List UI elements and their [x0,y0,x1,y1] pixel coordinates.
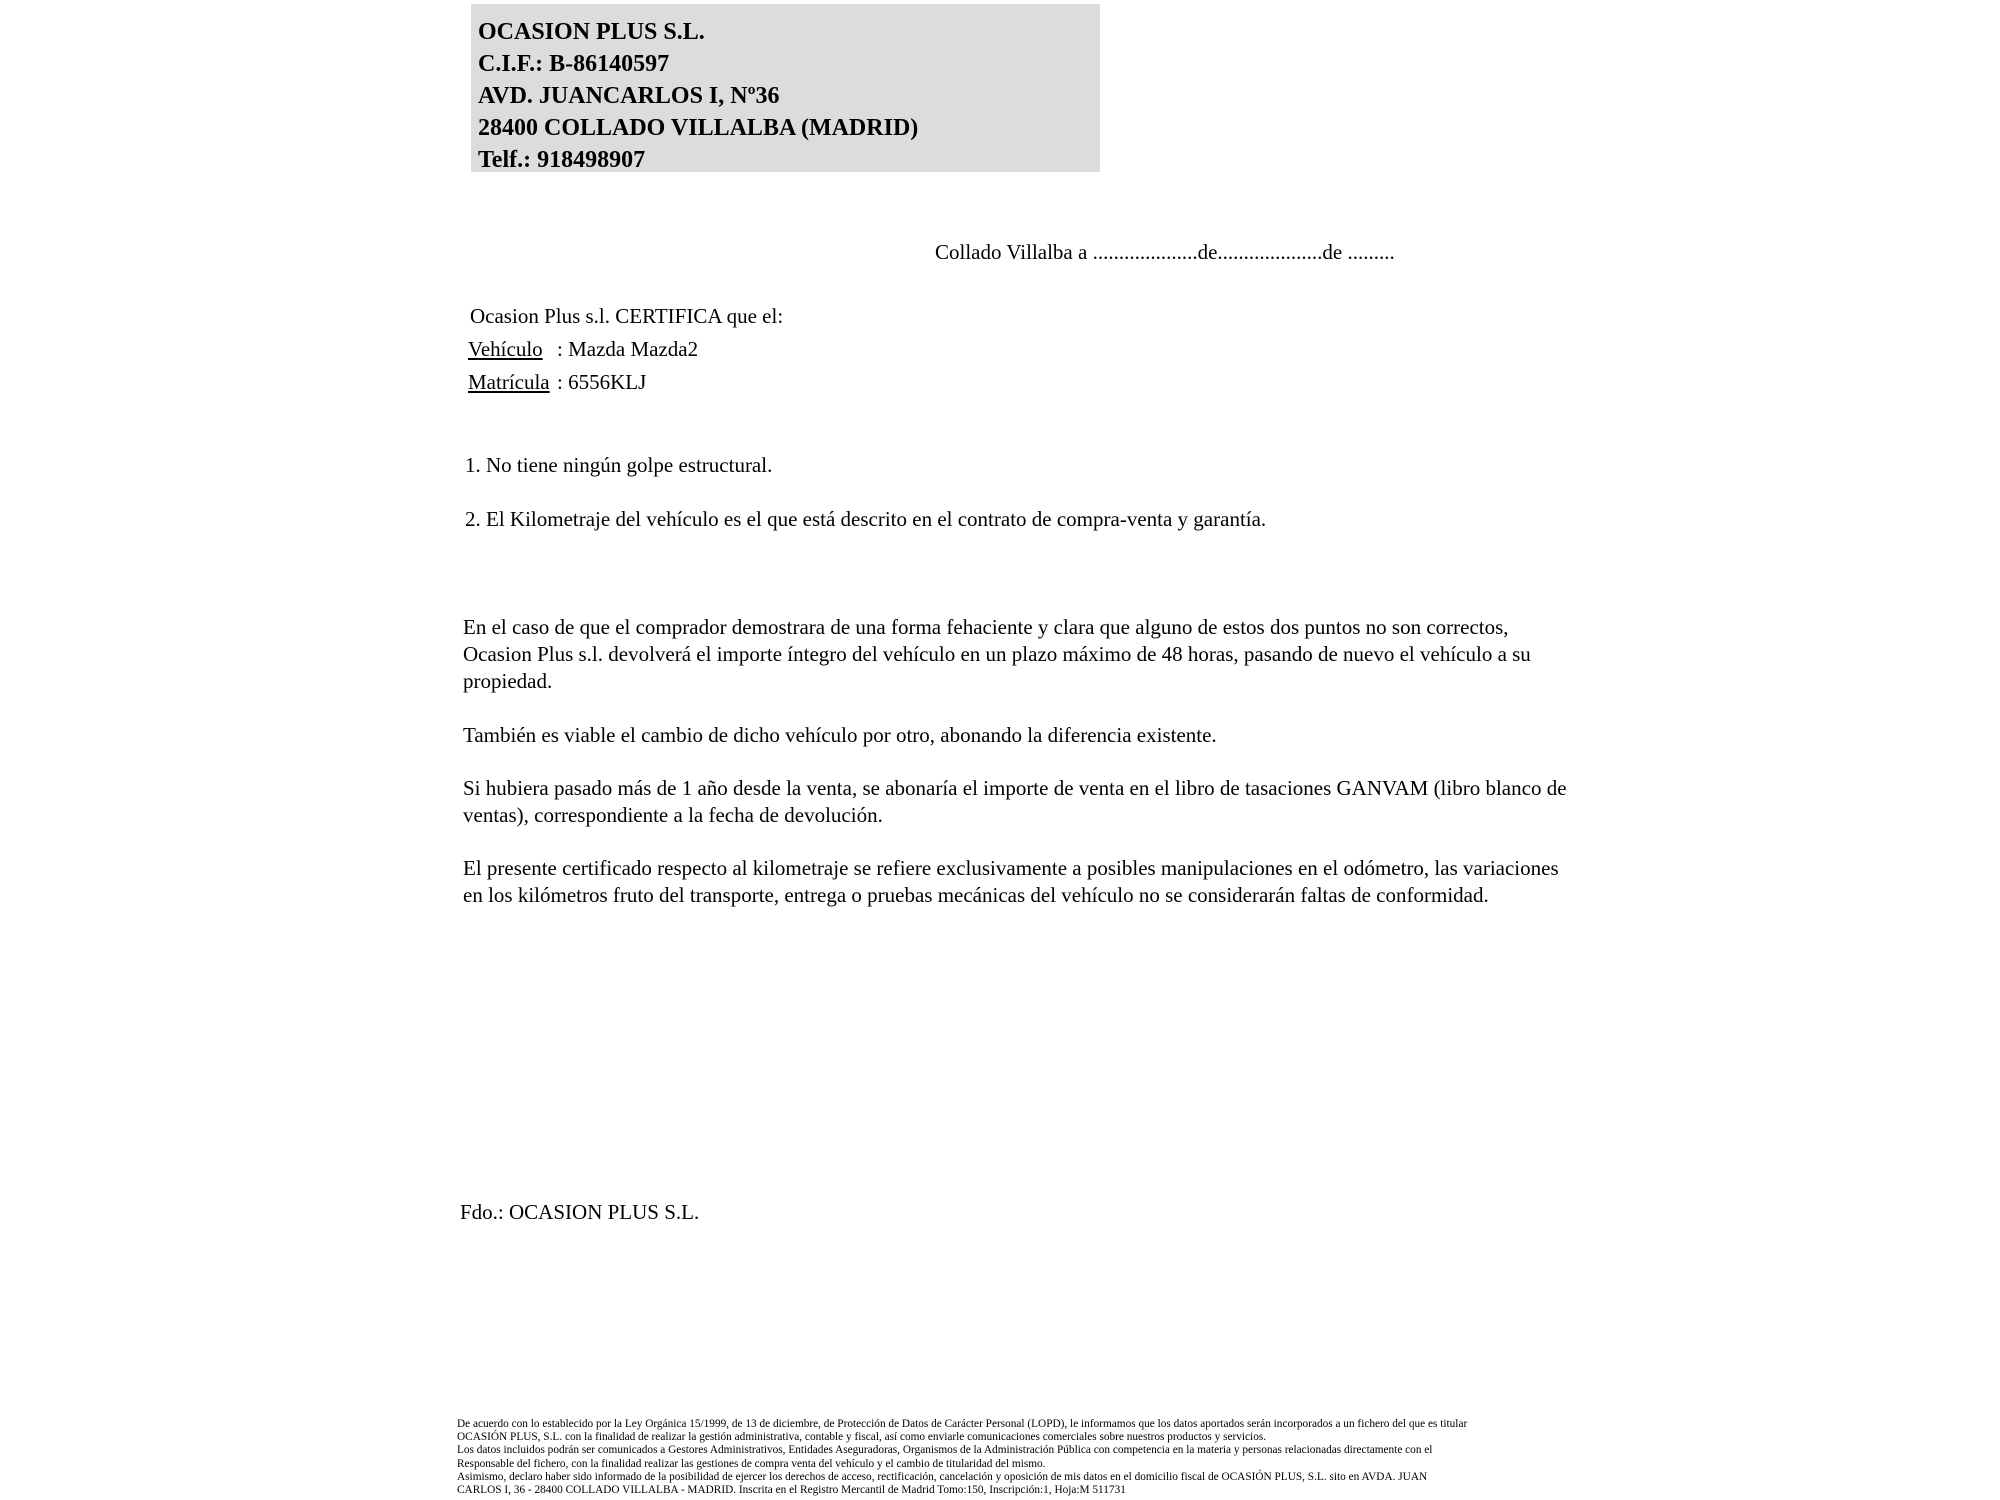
company-city: 28400 COLLADO VILLALBA (MADRID) [478,115,919,141]
company-cif: C.I.F.: B-86140597 [478,51,670,77]
plate-label: Matrícula [468,370,550,394]
paragraph-odometer: El presente certificado respecto al kilometraje se refiere exclusivamente a posibles manipulaciones en el odómetro, las variaciones en los kilómetros fruto del transporte, entrega o pruebas mecánicas del vehículo no se considerarán faltas de conformidad. [463,856,1559,907]
plate-row [468,370,646,395]
legal-footer-line: OCASIÓN PLUS, S.L. con la finalidad de realizar la gestión administrativa, contable y fiscal, así como enviarle comunicaciones comerciales sobre nuestros productos y servicios. [457,1431,1267,1444]
condition-item-1: 1. No tiene ningún golpe estructural. [465,453,773,477]
company-header-box [471,4,1100,172]
paragraph-refund: En el caso de que el comprador demostrara de una forma fehaciente y clara que alguno de estos dos puntos no son correctos, Ocasion Plus s.l. devolverá el importe íntegro del vehículo en un plazo máximo de 48 horas, pasando de nuevo el vehículo a su propiedad. [463,615,1531,693]
legal-footer [457,1418,1577,1497]
certification-intro: Ocasion Plus s.l. CERTIFICA que el: [470,304,784,328]
vehicle-row [468,337,698,362]
paragraph-exchange: También es viable el cambio de dicho vehículo por otro, abonando la diferencia existente. [463,723,1217,747]
legal-footer-line: Los datos incluidos podrán ser comunicados a Gestores Administrativos, Entidades Aseguradoras, Organismos de la Administración Pública con competencia en la materia y personas relacionadas directamente con el [457,1444,1433,1457]
vehicle-label: Vehículo [468,337,543,361]
legal-footer-line: Responsable del fichero, con la finalidad realizar las gestiones de compra venta del vehículo y el cambio de titularidad del mismo. [457,1457,1046,1470]
legal-footer-line: Asimismo, declaro haber sido informado de la posibilidad de ejercer los derechos de acceso, rectificación, cancelación y oposición de mis datos en el domicilio fiscal de OCASIÓN PLUS, S.L. sito en AVDA. JUAN [457,1470,1428,1483]
plate-value: : 6556KLJ [557,370,647,394]
paragraph-ganvam: Si hubiera pasado más de 1 año desde la venta, se abonaría el importe de venta en el libro de tasaciones GANVAM (libro blanco de ventas), correspondiente a la fecha de devolución. [463,776,1567,827]
company-name: OCASION PLUS S.L. [478,19,705,45]
company-phone: Telf.: 918498907 [478,147,646,173]
vehicle-value: : Mazda Mazda2 [557,337,699,361]
signature-line: Fdo.: OCASION PLUS S.L. [460,1200,700,1224]
company-address: AVD. JUANCARLOS I, Nº36 [478,83,780,109]
condition-item-2: 2. El Kilometraje del vehículo es el que está descrito en el contrato de compra-venta y garantía. [465,507,1267,531]
date-line: Collado Villalba a ....................de....................de ......... [935,240,1395,264]
legal-footer-line: De acuerdo con lo establecido por la Ley Orgánica 15/1999, de 13 de diciembre, de Protección de Datos de Carácter Personal (LOPD), le informamos que los datos aportados serán incorporados a un fichero del que es titular [457,1418,1468,1430]
legal-footer-line: CARLOS I, 36 - 28400 COLLADO VILLALBA - MADRID. Inscrita en el Registro Mercantil de Madrid Tomo:150, Inscripción:1, Hoja:M 511731 [457,1484,1126,1497]
